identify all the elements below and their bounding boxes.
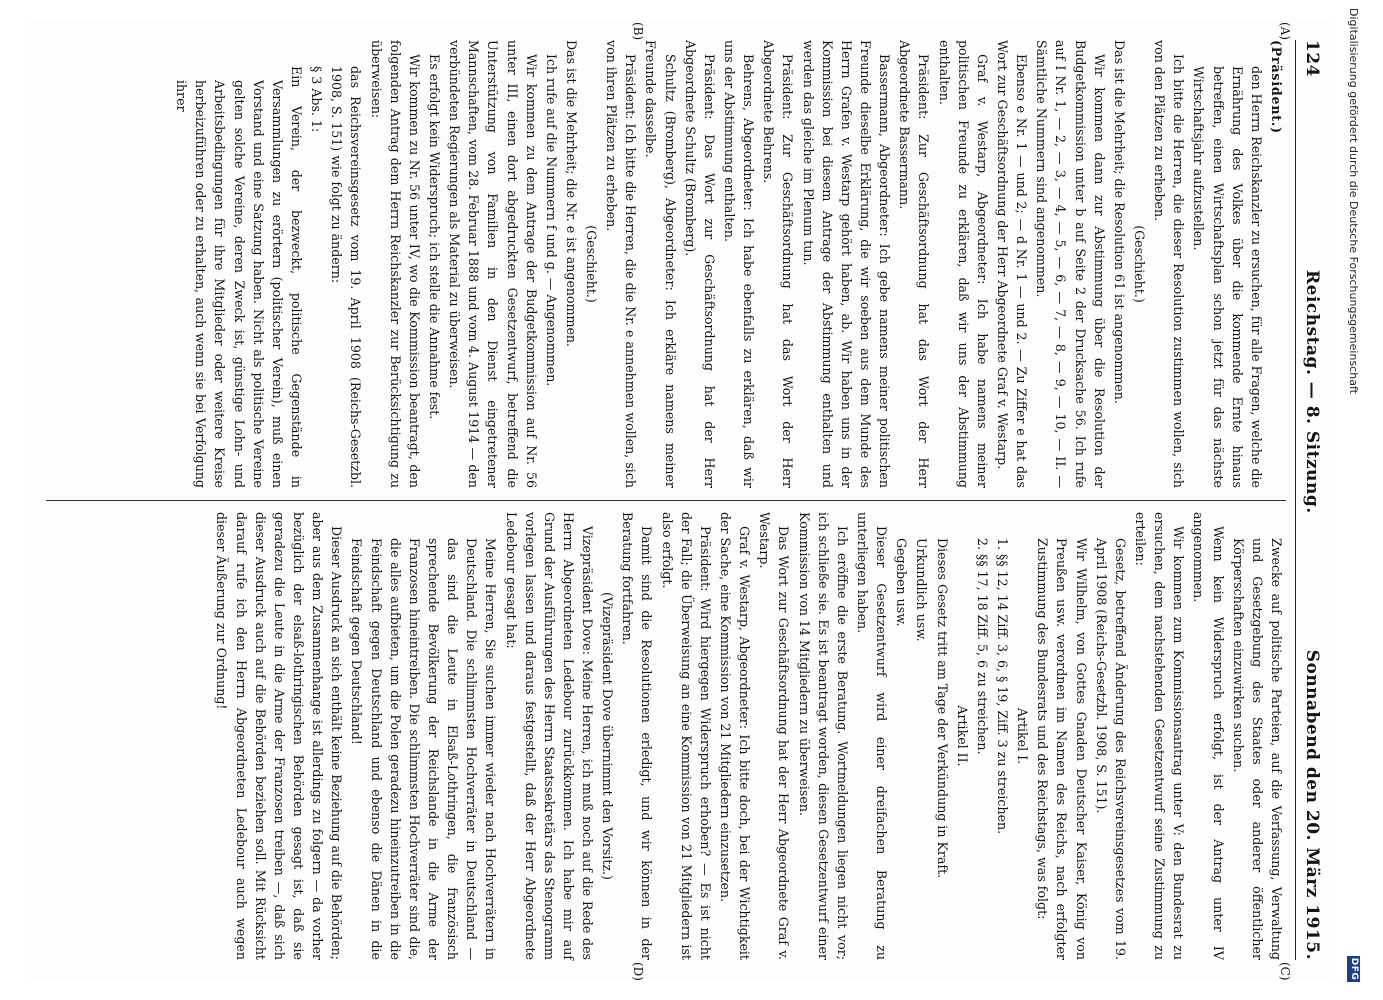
paragraph: Gesetz, betreffend Änderung des Reichsvereinsgesetzes vom 19. April 1908 (Reichs-Gesetzbl. 1908, S. 151). <box>1093 538 1128 960</box>
paragraph: Präsident: Ich bitte die Herren, die die Nr. e annehmen wollen, sich von ihren Plätzen zu erheben. <box>604 40 639 488</box>
paragraph: Vizepräsident Dove: Meine Herren, ich muß noch auf die Rede des Herrn Abgeordneten Ledebour zurückkommen. Ich habe mir auf Grund der Ausführungen des Herrn Staatssekretärs das Stenogramm vorlegen lassen und daraus festgestellt, daß der Herr Abgeordnete Ledebour gesagt hat: <box>503 512 596 960</box>
page-number: 124 <box>1302 40 1322 77</box>
paragraph: Präsident: Wird hiergegen Widerspruch erhoben? — Es ist nicht der Fall; die Überweisung an eine Kommission von 21 Mitgliedern ist also erfolgt. <box>659 512 713 960</box>
paragraph: Ebenso e Nr. 1 — und 2; — d Nr. 1 — und 2. — Zu Ziffer e hat das Wort zur Geschäftsordnung der Herr Abgeordnete Graf v. Westarp. <box>995 40 1030 488</box>
paragraph: Zwecke auf politische Parteien, auf die Verfassung, Verwaltung und Gesetzgebung des Staates oder anderer öffentlicher Körperschaften einzuwirken suchen. <box>1230 538 1284 960</box>
paragraph: 2. §§ 17, 18 Ziff. 5, 6 zu streichen. <box>974 538 990 755</box>
paragraph: Dieser Ausdruck an sich enthält keine Beziehung auf die Behörden; aber aus dem Zusammenhange ist allerdings zu folgern — da vorher bezüglich der elsaß-lothringischen Behörden gesagt ist, daß sie geradezu die Leute in die Arme der Franzosen treiben —, daß sich dieser Ausdruck auch auf die Behörden beziehen soll. Mit Rücksicht darauf rufe ich den Herrn Abgeordneten Ledebour auch wegen dieser Äußerung zur Ordnung! <box>214 512 345 960</box>
page-title: Reichstag. — 8. Sitzung. <box>1302 270 1322 514</box>
digitization-credit <box>1345 0 1361 1000</box>
paragraph: Ich eröffne die erste Beratung. Wortmeldungen liegen nicht vor; ich schließe sie. Es ist beantragt worden, diesen Gesetzentwurf einer Kommission von 14 Mitgliedern zu überweisen. <box>796 512 850 960</box>
paragraph: 1. §§ 12, 14 Ziff. 3, 6, § 19, Ziff. 3 zu streichen. <box>995 538 1011 835</box>
paragraph: Wir kommen zu Nr. 56 unter IV, wo die Kommission beantragt, den folgenden Antrag dem Herrn Reichskanzler zur Berücksichtigung zu überweisen: <box>368 40 422 488</box>
paragraph: Ein Verein, der bezweckt, politische Gegenstände in Versammlungen zu erörtern (politischer Verein), muß einen Vorstand und eine Satzung haben. Nicht als politische Vereine gelten solche Vereine, deren Zweck ist, günstige Lohn- und Arbeitsbedingungen für ihre Mitglieder oder weitere Kreise herbeizuführen oder zu erhalten, auch wenn sie bei Verfolgung ihrer <box>174 66 304 488</box>
rotated-document-page <box>30 20 1330 980</box>
paragraph: Damit sind die Resolutionen erledigt, und wir können in der Beratung fortfahren. <box>620 512 655 960</box>
paragraph: Ich bitte die Herren, die dieser Resolution zustimmen wollen, sich von den Plätzen zu erheben. <box>1152 40 1187 488</box>
paragraph: Das ist die Mehrheit; die Resolution 61 ist angenommen. <box>1111 40 1127 404</box>
paragraph: Wir Wilhelm, von Gottes Gnaden Deutscher Kaiser, König von Preußen usw. verordnen im Namen des Reichs, nach erfolgter Zustimmung des Bundesrats und des Reichstags, was folgt: <box>1035 538 1089 960</box>
paragraph: Bassermann, Abgeordneter: Ich gebe namens meiner politischen Freunde dieselbe Erklärung, die wir soeben aus dem Munde des Herrn Grafen v. Westarp gehört haben, ab. Wir haben uns in der Kommission bei diesem Antrage der Abstimmung enthalten und werden das gleiche im Plenum tun. <box>800 40 893 488</box>
margin-mark-a: (A) <box>1278 22 1292 41</box>
paragraph: Artikel I. <box>1015 707 1031 765</box>
paragraph: Behrens, Abgeordneter: Ich habe ebenfalls zu erklären, daß wir uns der Abstimmung enthalten. <box>722 40 757 488</box>
paragraph: Präsident: Zur Geschäftsordnung hat das Wort der Herr Abgeordnete Bassermann. <box>897 40 932 488</box>
paragraph: Wir kommen dann zur Abstimmung über die Resolution der Budgetkommission unter b auf Seite 2 der Drucksache 56. Ich rufe auf I Nr. 1, — 2, — 3, — 4, — 5, — 6, — 7, — 8, — 9, — 10, — II. — Sämtliche Nummern sind angenommen. <box>1034 40 1107 488</box>
column-divider <box>46 500 1286 501</box>
paragraph: § 3 Abs. 1: <box>309 66 325 133</box>
paragraph: Artikel II. <box>954 705 970 767</box>
paragraph: Präsident: Das Wort zur Geschäftsordnung hat der Herr Abgeordnete Schultz (Bromberg). <box>682 40 717 488</box>
paragraph: Es erfolgt kein Widerspruch; ich stelle die Annahme fest. <box>426 54 442 420</box>
paragraph: Wir kommen zu dem Antrage der Budgetkommission auf Nr. 56 unter III, einen dort abgedruckten Gesetzentwurf, betreffend die Unterstützung von Familien in den Dienst eingetretener Mannschaften, vom 28. Februar 1888 und vom 4. August 1914 — den verbündeten Regierungen als Material zu überweisen. <box>447 40 539 488</box>
paragraph: Ich rufe auf die Nummern f und g. — Angenommen. <box>543 54 559 387</box>
margin-mark-b: (B) <box>631 22 645 41</box>
paragraph: (Geschieht.) <box>1132 225 1148 303</box>
paragraph: Dieser Gesetzentwurf wird einer dreifachen Beratung zu unterliegen haben. <box>855 512 890 960</box>
margin-mark-d: (D) <box>631 962 645 981</box>
page-header <box>1298 40 1322 960</box>
paragraph: den Herrn Reichskanzler zu ersuchen, für alle Fragen, welche die Ernährung des Volkes über die kommende Ernte hinaus betreffen, einen Wirtschaftsplan schon jetzt für das nächste Wirtschaftsjahr aufzustellen. <box>1191 66 1264 488</box>
paragraph: Graf v. Westarp, Abgeordneter: Ich habe namens meiner politischen Freunde zu erklären, daß wir uns der Abstimmung enthalten. <box>936 40 990 488</box>
paragraph: das Reichsvereinsgesetz vom 19. April 1908 (Reichs-Gesetzbl. 1908, S. 151) wie folgt zu ändern: <box>329 66 364 488</box>
margin-mark-c: (C) <box>1278 962 1292 981</box>
paragraph: Dieses Gesetz tritt am Tage der Verkündung in Kraft. <box>934 538 950 879</box>
paragraph: Das Wort zur Geschäftsordnung hat der Herr Abgeordnete Graf v. Westarp. <box>757 512 792 960</box>
digitization-note: Digitalisierung gefördert durch die Deutsche Forschungsgemeinschaft <box>1347 8 1360 394</box>
paragraph: Gegeben usw. <box>894 538 910 627</box>
session-date: Sonnabend den 20. März 1915. <box>1302 649 1322 960</box>
paragraph: Schultz (Bromberg), Abgeordneter: Ich erkläre namens meiner Freunde dasselbe. <box>643 40 678 488</box>
paragraph: Das ist die Mehrheit; die Nr. e ist angenommen. <box>563 40 579 348</box>
paragraph: Graf v. Westarp, Abgeordneter: Ich bitte doch, bei der Wichtigkeit der Sache, eine Kommission von 21 Mitgliedern einzusetzen. <box>718 512 753 960</box>
paragraph: Wenn kein Widerspruch erfolgt, ist der Antrag unter IV angenommen. <box>1191 512 1226 960</box>
header-rule <box>1295 40 1296 960</box>
dfg-logo: DFG <box>1349 957 1359 981</box>
paragraph: (Geschieht.) <box>584 225 600 303</box>
paragraph: Urkundlich usw. <box>914 538 930 642</box>
left-text-column <box>171 40 1286 488</box>
paragraph: Wir kommen zum Kommissionsantrag unter V: den Bundesrat zu ersuchen, dem nachstehenden Gesetzentwurf seine Zustimmung zu erteilen: <box>1133 512 1187 960</box>
paragraph: Meine Herren, Sie suchen immer wieder nach Hochverrätern in Deutschland. Die schlimmsten Hochverräter in Deutschland — das sind die Leute in Elsaß-Lothringen, die französisch sprechende Bevölkerung der Reichslande in die Arme der Franzosen hineintreiben. Die schlimmsten Hochverräter sind die, die alles aufbieten, um die Polen geradezu hineinzutreiben in die Feindschaft gegen Deutschland und ebenso die Dänen in die Feindschaft gegen Deutschland! <box>349 538 499 960</box>
paragraph: (Vizepräsident Dove übernimmt den Vorsitz.) <box>600 592 616 880</box>
paragraph: (Präsident.) <box>1269 40 1284 134</box>
paragraph: Präsident: Zur Geschäftsordnung hat das Wort der Herr Abgeordnete Behrens. <box>761 40 796 488</box>
right-text-column <box>211 512 1286 960</box>
